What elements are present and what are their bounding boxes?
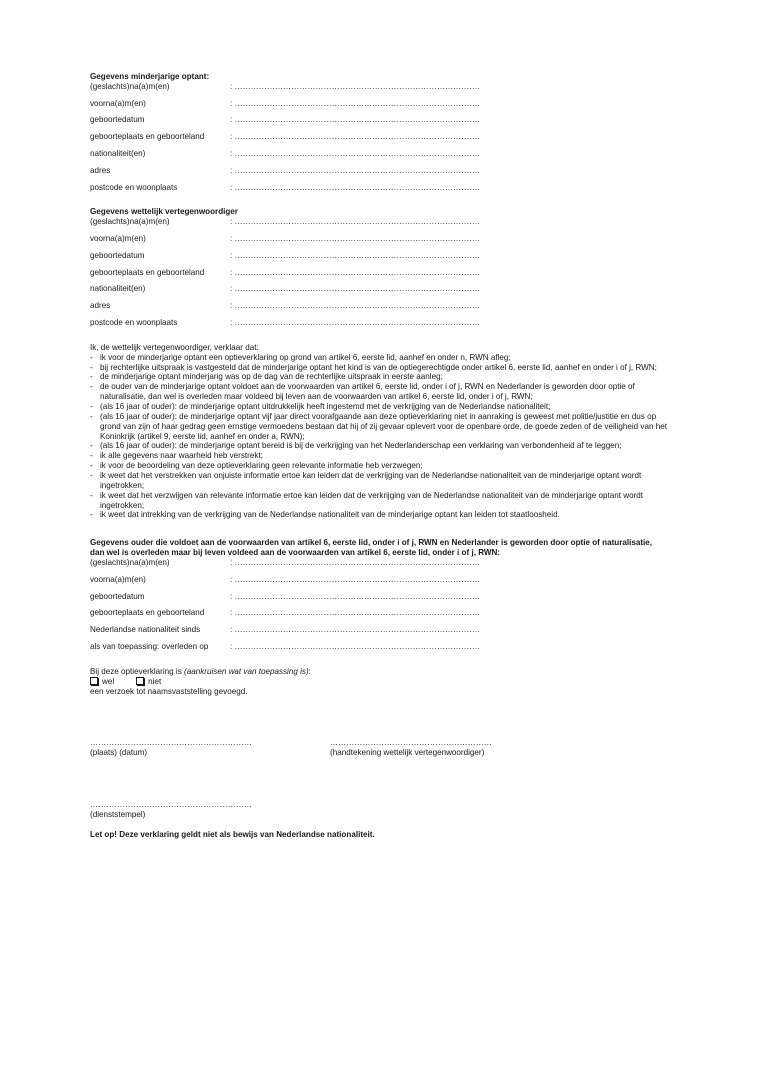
field-value[interactable]: : ………………………………………………………………………………. — [230, 558, 480, 568]
field-value[interactable]: : ………………………………………………………………………………. — [230, 574, 480, 584]
field-label: postcode en woonplaats — [90, 318, 178, 328]
list-item: - ik weet dat het verstrekken van onjuiste informatie ertoe kan leiden dat de verkrijging van de Nederlandse nationaliteit van de minderjarige optant wordt ingetrokken; — [90, 471, 670, 491]
field-value[interactable]: : ………………………………………………………………………………. — [230, 642, 480, 652]
field-value[interactable]: : ………………………………………………………………………………. — [230, 625, 480, 635]
declaration-list — [90, 353, 670, 521]
list-item: - ik alle gegevens naar waarheid heb verstrekt; — [90, 451, 670, 461]
name-request-outro: een verzoek tot naamsvaststelling gevoegd. — [90, 686, 248, 696]
field-row — [90, 82, 670, 99]
checkbox-icon[interactable] — [90, 677, 98, 685]
field-row — [90, 115, 670, 132]
field-label: nationaliteit(en) — [90, 284, 146, 294]
parent-section-title: Gegevens ouder die voldoet aan de voorwaarden van artikel 6, eerste lid, onder i of j, RWN en Nederlander is geworden door optie of naturalisatie, dan wel is overleden maar bij leven voldeed aan de voorwaarden van artikel 6, eerste lid, onder i of j, RWN: — [90, 538, 653, 558]
warning-text: Let op! Deze verklaring geldt niet als bewijs van Nederlandse nationaliteit. — [90, 829, 375, 839]
field-label: geboorteplaats en geboorteland — [90, 132, 205, 142]
field-label: (geslachts)na(a)m(en) — [90, 81, 170, 91]
place-date-block — [90, 738, 330, 758]
field-value[interactable]: : ………………………………………………………………………………. — [230, 250, 480, 260]
field-label: geboorteplaats en geboorteland — [90, 267, 205, 277]
field-label: als van toepassing: overleden op — [90, 642, 209, 652]
field-value[interactable]: : ………………………………………………………………………………. — [230, 284, 480, 294]
field-row — [90, 234, 670, 251]
field-label: Nederlandse nationaliteit sinds — [90, 625, 201, 635]
place-date-label: (plaats) (datum) — [90, 748, 148, 758]
field-label: voorna(a)m(en) — [90, 574, 146, 584]
field-value[interactable]: : ………………………………………………………………………………. — [230, 217, 480, 227]
field-row — [90, 301, 670, 318]
minor-fields — [90, 82, 670, 200]
field-row — [90, 217, 670, 234]
stamp-block — [90, 800, 330, 820]
field-row — [90, 608, 670, 625]
representative-fields — [90, 217, 670, 335]
field-row — [90, 251, 670, 268]
option-no[interactable] — [136, 677, 161, 687]
field-value[interactable]: : ………………………………………………………………………………. — [230, 591, 480, 601]
form-page — [90, 72, 670, 840]
field-label: postcode en woonplaats — [90, 182, 178, 192]
list-item: - (als 16 jaar of ouder): de minderjarige optant vijf jaar direct voorafgaande aan deze optieverklaring niet in aanraking is geweest met politie/justitie en dus op grond van zijn of haar gedrag geen ernstige vermoedens bestaan dat hij of zij gevaar oplevert voor de openbare orde, de goede zeden of de veiligheid van het Koninkrijk (artikel 9, eerste lid, aanhef en onder a, RWN); — [90, 412, 670, 442]
name-request-intro — [90, 667, 670, 677]
field-label: voorna(a)m(en) — [90, 234, 146, 244]
field-value[interactable]: : ………………………………………………………………………………. — [230, 115, 480, 125]
checkbox-icon[interactable] — [136, 677, 144, 685]
field-value[interactable]: : ………………………………………………………………………………. — [230, 81, 480, 91]
list-item: - ik weet dat intrekking van de verkrijging van de Nederlandse nationaliteit van de minderjarige optant kan leiden tot staatloosheid. — [90, 510, 670, 520]
option-no-label: niet — [148, 676, 162, 686]
list-item: - ik voor de minderjarige optant een optieverklaring op grond van artikel 6, eerste lid, aanhef en onder n, RWN afleg; — [90, 353, 670, 363]
field-row — [90, 149, 670, 166]
place-date-line[interactable]: …………………………………………………… — [90, 738, 252, 748]
representative-section-title: Gegevens wettelijk vertegenwoordiger — [90, 207, 238, 217]
field-row — [90, 99, 670, 116]
field-row — [90, 268, 670, 285]
list-item: - ik voor de beoordeling van deze optieverklaring geen relevante informatie heb verzwegen; — [90, 461, 670, 471]
field-value[interactable]: : ………………………………………………………………………………. — [230, 301, 480, 311]
field-value[interactable]: : ………………………………………………………………………………. — [230, 98, 480, 108]
field-label: nationaliteit(en) — [90, 149, 146, 159]
declaration-intro: Ik, de wettelijk vertegenwoordiger, verklaar dat: — [90, 342, 259, 352]
rep-signature-line[interactable]: …………………………………………………… — [330, 738, 492, 748]
field-label: adres — [90, 165, 111, 175]
field-row — [90, 575, 670, 592]
field-label: geboortedatum — [90, 591, 145, 601]
stamp-line[interactable]: …………………………………………………… — [90, 800, 252, 810]
field-value[interactable]: : ………………………………………………………………………………. — [230, 132, 480, 142]
parent-fields — [90, 558, 670, 659]
list-item: - bij rechterlijke uitspraak is vastgesteld dat de minderjarige optant het kind is van de optiegerechtigde onder artikel 6, eerste lid, aanhef en onder i of j, RWN; — [90, 363, 670, 373]
field-label: (geslachts)na(a)m(en) — [90, 217, 170, 227]
list-item: - (als 16 jaar of ouder): de minderjarige optant bereid is bij de verkrijging van het Nederlanderschap een verklaring van verbondenheid af te leggen; — [90, 441, 670, 451]
field-value[interactable]: : ………………………………………………………………………………. — [230, 608, 480, 618]
field-row — [90, 166, 670, 183]
field-value[interactable]: : ………………………………………………………………………………. — [230, 234, 480, 244]
rep-signature-label: (handtekening wettelijk vertegenwoordiger) — [330, 748, 485, 758]
minor-section-title: Gegevens minderjarige optant: — [90, 72, 210, 81]
field-value[interactable]: : ………………………………………………………………………………. — [230, 318, 480, 328]
signature-row — [90, 738, 670, 758]
field-row — [90, 318, 670, 335]
stamp-label: (dienststempel) — [90, 810, 146, 819]
field-row — [90, 132, 670, 149]
name-request-intro-text: Bij deze optieverklaring is — [90, 666, 185, 676]
option-yes-label: wel — [102, 676, 115, 686]
field-value[interactable]: : ………………………………………………………………………………. — [230, 182, 480, 192]
name-request-instruction: (aankruisen wat van toepassing is) — [184, 666, 309, 676]
field-value[interactable]: : ………………………………………………………………………………. — [230, 149, 480, 159]
field-value[interactable]: : ………………………………………………………………………………. — [230, 267, 480, 277]
field-label: geboortedatum — [90, 250, 145, 260]
field-label: (geslachts)na(a)m(en) — [90, 558, 170, 568]
field-label: voorna(a)m(en) — [90, 98, 146, 108]
option-yes[interactable] — [90, 677, 114, 687]
field-row — [90, 558, 670, 575]
rep-signature-block — [330, 738, 570, 758]
list-item: - de ouder van de minderjarige optant voldoet aan de voorwaarden van artikel 6, eerste lid, onder i of j, RWN en Nederlander is geworden door optie of naturalisatie, dan wel is overleden maar voldeed bij leven aan de voorwaarden van artikel 6, eerste lid, onder i of j, RWN; — [90, 382, 670, 402]
list-item: - de minderjarige optant minderjarig was op de dag van de rechterlijke uitspraak in eerste aanleg; — [90, 372, 670, 382]
list-item: - (als 16 jaar of ouder): de minderjarige optant uitdrukkelijk heeft ingestemd met de verkrijging van de Nederlandse nationaliteit; — [90, 402, 670, 412]
name-request-colon: : — [308, 666, 311, 676]
field-label: geboorteplaats en geboorteland — [90, 608, 205, 618]
field-row — [90, 625, 670, 642]
field-row — [90, 642, 670, 659]
field-label: geboortedatum — [90, 115, 145, 125]
field-row — [90, 183, 670, 200]
field-row — [90, 284, 670, 301]
name-request-options — [90, 677, 670, 687]
field-value[interactable]: : ………………………………………………………………………………. — [230, 165, 480, 175]
field-row — [90, 592, 670, 609]
field-label: adres — [90, 301, 111, 311]
list-item: - ik weet dat het verzwijgen van relevante informatie ertoe kan leiden dat de verkrijging van de Nederlandse nationaliteit van de minderjarige optant wordt ingetrokken; — [90, 491, 670, 511]
